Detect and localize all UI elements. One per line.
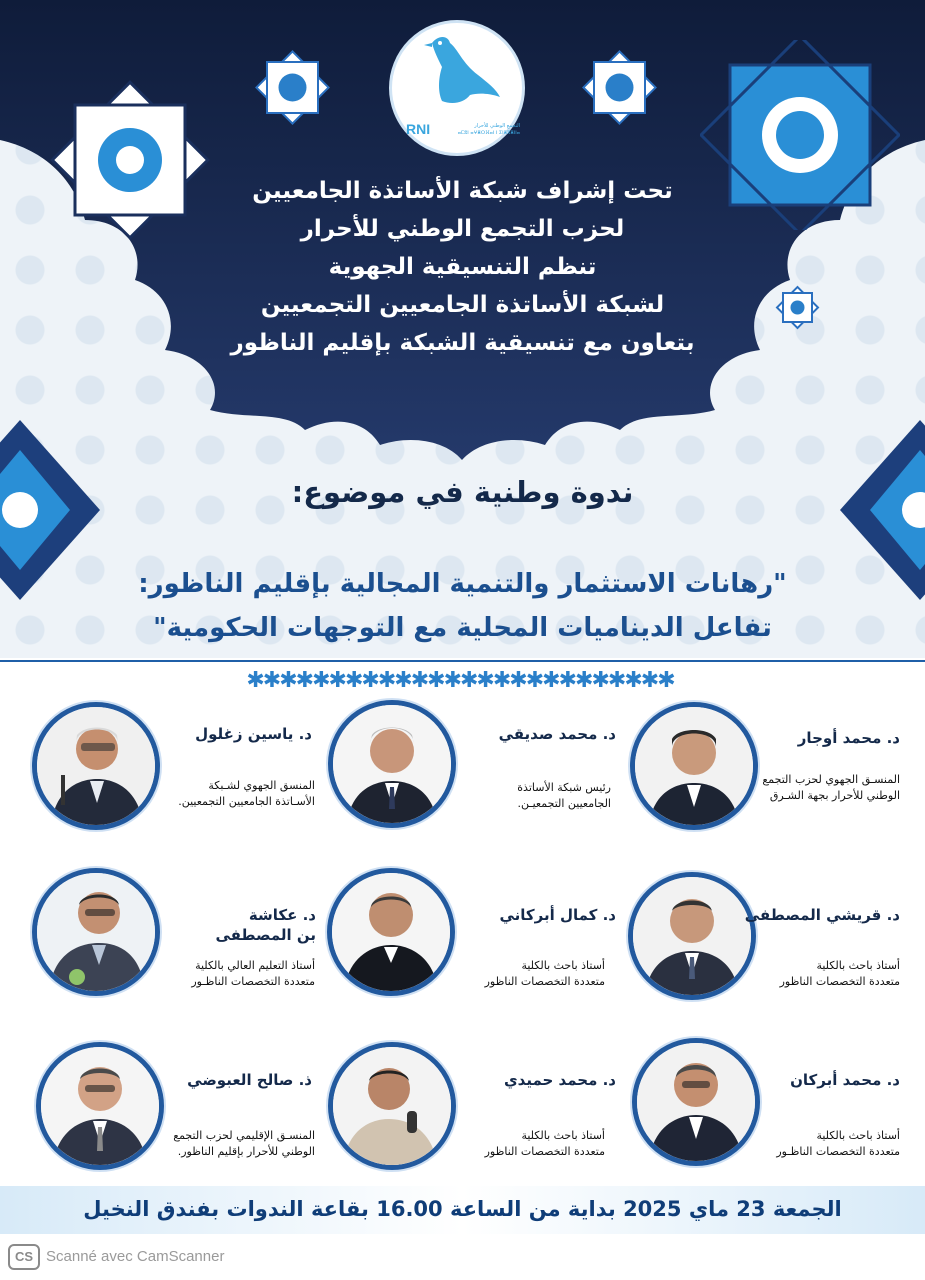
dove-icon [392, 23, 522, 123]
speaker-photo [632, 1038, 760, 1166]
seminar-type-heading: ندوة وطنية في موضوع: [291, 475, 634, 509]
speaker-name: د. محمد أوجار [797, 729, 900, 747]
speaker-photo [327, 868, 455, 996]
speaker-name: د. محمد أبركان [790, 1071, 900, 1089]
camscanner-text: Scanné avec CamScanner [46, 1248, 225, 1265]
speaker-photo [32, 868, 160, 996]
camscanner-logo: CS [8, 1244, 40, 1270]
speaker-role: أستاذ باحث بالكلية متعددة التخصصات الناظور [484, 959, 605, 988]
speaker-role: رئيس شبكة الأساتذة الجامعيين التجمعيـن. [517, 781, 611, 810]
organizers-text [190, 172, 735, 362]
logo-abbreviation: RNI [406, 121, 431, 137]
speaker-photo [328, 700, 456, 828]
header-line: تنظم التنسيقية الجهوية [328, 254, 597, 280]
event-date-venue: الجمعة 23 ماي 2025 بداية من الساعة 16.00 بقاعة الندوات بفندق النخيل [83, 1197, 842, 1221]
star-ornament-top-small-left [245, 40, 340, 135]
star-ornament-top-small-right [572, 40, 667, 135]
speaker-role: أستاذ باحث بالكلية متعددة التخصصات الناظور [779, 959, 900, 988]
star-separator: ✱✱✱✱✱✱✱✱✱✱✱✱✱✱✱✱✱✱✱✱✱✱✱✱✱✱ [246, 668, 674, 693]
header-line: لشبكة الأساتذة الجامعيين التجمعيين [260, 292, 665, 318]
speaker-name: د. ياسين زغلول [195, 725, 312, 743]
speaker-role: المنسق الجهوي لشـبكة الأسـاتذة الجامعيين التجمعيين. [178, 779, 315, 808]
speaker-name: د. كمال أبركاني [499, 906, 616, 924]
seminar-topic [60, 562, 865, 650]
logo-party-name: التجمع الوطني للأحرار ⴰⵎⵓⵏ ⴰⵖⴻⵔⴼⴰⵏ ⵏ ⵉⵏⴻⴳⴻⵏⵏⴰ [457, 123, 520, 136]
speaker-role: أستاذ باحث بالكلية متعددة التخصصات الناظور [484, 1129, 605, 1158]
speaker-photo [36, 1042, 164, 1170]
speaker-name: د. قريشي المصطفى [744, 906, 900, 924]
header-line: بتعاون مع تنسيقية الشبكة بإقليم الناظور [230, 330, 695, 356]
rni-logo [389, 20, 525, 156]
speaker-role: أستاذ باحث بالكلية متعددة التخصصات الناظـور [776, 1129, 900, 1158]
section-divider [0, 660, 925, 662]
speaker-photo [628, 872, 756, 1000]
star-ornament-right-small [770, 280, 825, 335]
header-line: لحزب التجمع الوطني للأحرار [300, 216, 625, 242]
topic-line-1: "رهانات الاستثمار والتنمية المجالية بإقليم الناظور: [138, 569, 787, 599]
speaker-photo [328, 1042, 456, 1170]
speaker-name: د. عكاشة بن المصطفى [215, 906, 316, 944]
speaker-name: ذ. صالح العبوضي [187, 1071, 312, 1089]
header-line: تحت إشراف شبكة الأساتذة الجامعيين [252, 178, 673, 204]
topic-line-2: تفاعل الديناميات المحلية مع التوجهات الحكومية" [153, 613, 772, 643]
speaker-name: د. محمد حميدي [503, 1071, 616, 1089]
speaker-photo [630, 702, 758, 830]
speaker-role: المنسـق الجهوي لحزب التجمع الوطني للأحرار بجهة الشـرق [762, 773, 900, 802]
speaker-name: د. محمد صديقي [498, 725, 616, 743]
speaker-role: أستاذ التعليم العالي بالكلية متعددة التخصصات الناظـور [191, 959, 315, 988]
speaker-role: المنسـق الإقليمي لحزب التجمع الوطني للأحرار بإقليم الناظور. [173, 1129, 315, 1158]
speaker-photo [32, 702, 160, 830]
